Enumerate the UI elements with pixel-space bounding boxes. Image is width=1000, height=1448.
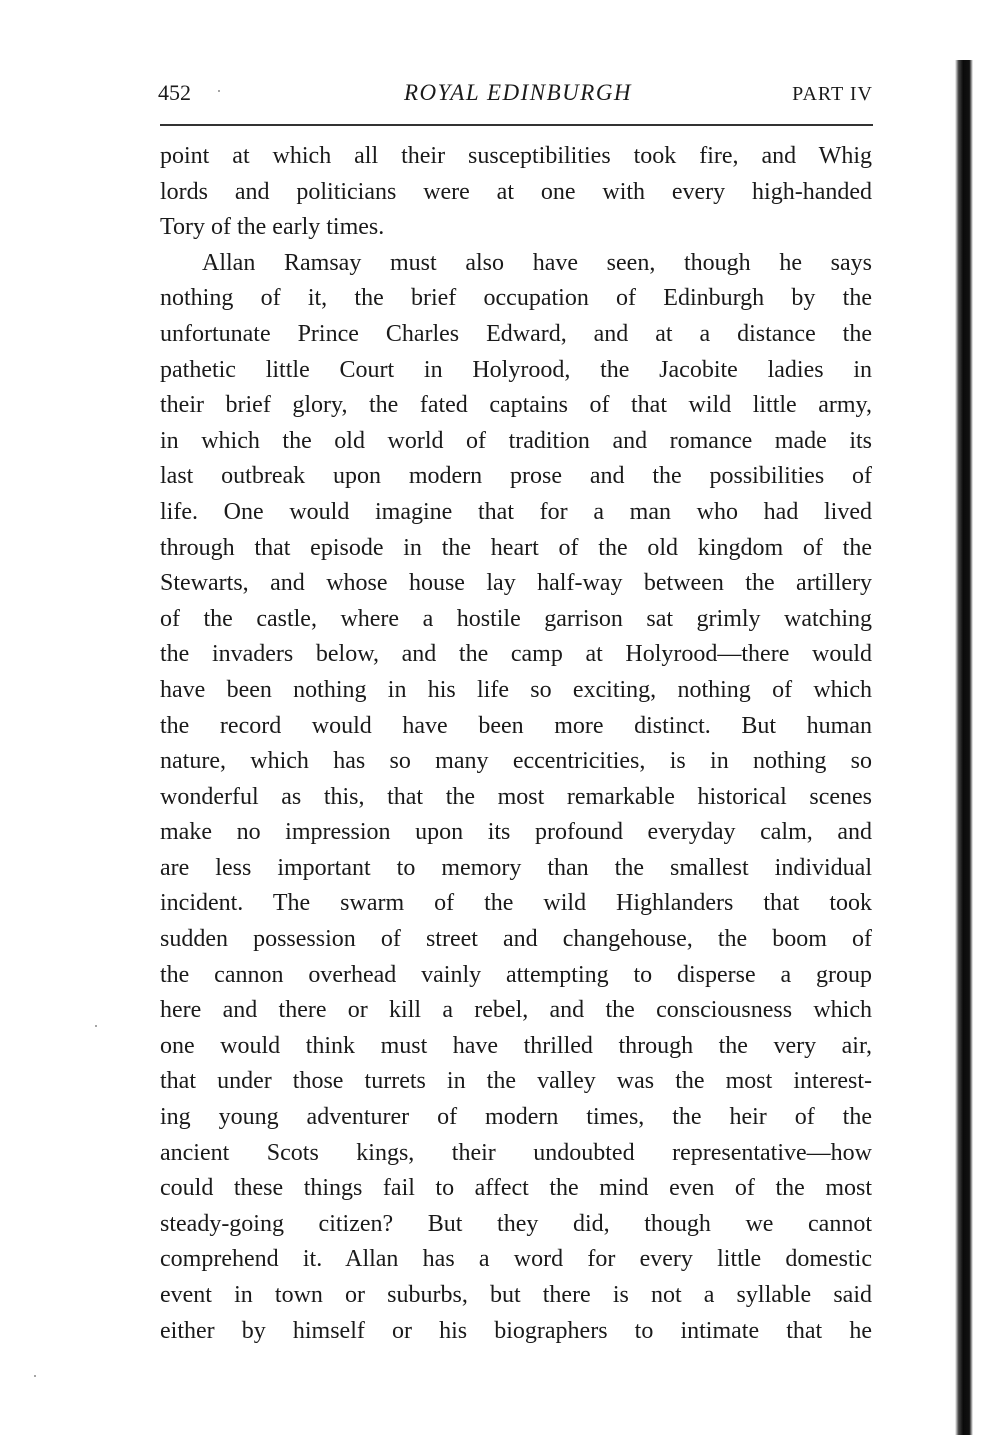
text-line: Tory of the early times. — [160, 214, 385, 241]
text-line: the invaders below, and the camp at Holyrood—there would — [160, 641, 872, 668]
header-rule — [160, 124, 873, 126]
text-line: pathetic little Court in Holyrood, the Jacobite ladies in — [160, 356, 872, 383]
text-line: sudden possession of street and changehouse, the boom of — [160, 926, 872, 953]
text-line: their brief glory, the fated captains of that wild little army, — [160, 392, 872, 419]
part-label: PART IV — [792, 83, 873, 105]
text-line: Stewarts, and whose house lay half-way between the artillery — [160, 570, 872, 597]
text-line: here and there or kill a rebel, and the consciousness which — [160, 997, 872, 1024]
text-line: have been nothing in his life so exciting, nothing of which — [160, 676, 872, 703]
text-line: unfortunate Prince Charles Edward, and at a distance the — [160, 320, 872, 347]
text-line: that under those turrets in the valley was the most interest- — [160, 1068, 872, 1095]
text-line: ancient Scots kings, their undoubted representative—how — [160, 1139, 872, 1166]
text-line: of the castle, where a hostile garrison sat grimly watching — [160, 605, 872, 632]
scan-speck — [34, 1375, 36, 1377]
text-line: comprehend it. Allan has a word for every little domestic — [160, 1246, 872, 1273]
text-line: last outbreak upon modern prose and the possibilities of — [160, 463, 872, 490]
text-line: are less important to memory than the smallest individual — [160, 854, 872, 881]
text-line: steady-going citizen? But they did, though we cannot — [160, 1210, 872, 1237]
text-line: the cannon overhead vainly attempting to disperse a group — [160, 961, 872, 988]
text-line: nature, which has so many eccentricities, is in nothing so — [160, 748, 872, 775]
text-line: the record would have been more distinct. But human — [160, 712, 872, 739]
body-text — [160, 139, 872, 1349]
text-line: either by himself or his biographers to intimate that he — [160, 1317, 872, 1344]
scan-speck — [218, 90, 220, 92]
text-line: one would think must have thrilled through the very air, — [160, 1032, 872, 1059]
text-line: event in town or suburbs, but there is not a syllable said — [160, 1282, 872, 1308]
text-line: nothing of it, the brief occupation of Edinburgh by the — [160, 285, 872, 312]
text-line: lords and politicians were at one with every high-handed — [160, 178, 872, 205]
running-title: ROYAL EDINBURGH — [403, 80, 633, 105]
text-line: wonderful as this, that the most remarkable historical scenes — [160, 783, 872, 810]
scan-edge-shadow — [955, 60, 973, 1435]
text-line: ing young adventurer of modern times, the heir of the — [160, 1104, 872, 1131]
text-line: Allan Ramsay must also have seen, though he says — [202, 249, 872, 276]
text-line: in which the old world of tradition and romance made its — [160, 427, 872, 454]
text-line: through that episode in the heart of the old kingdom of the — [160, 534, 872, 561]
text-line: point at which all their susceptibilities took fire, and Whig — [160, 143, 872, 169]
page-number: 452 — [158, 80, 191, 105]
scan-speck — [95, 1025, 97, 1027]
text-line: life. One would imagine that for a man who had lived — [160, 498, 872, 525]
text-line: incident. The swarm of the wild Highlanders that took — [160, 890, 872, 917]
text-line: make no impression upon its profound everyday calm, and — [160, 819, 872, 846]
text-line: could these things fail to affect the mind even of the most — [160, 1175, 872, 1202]
